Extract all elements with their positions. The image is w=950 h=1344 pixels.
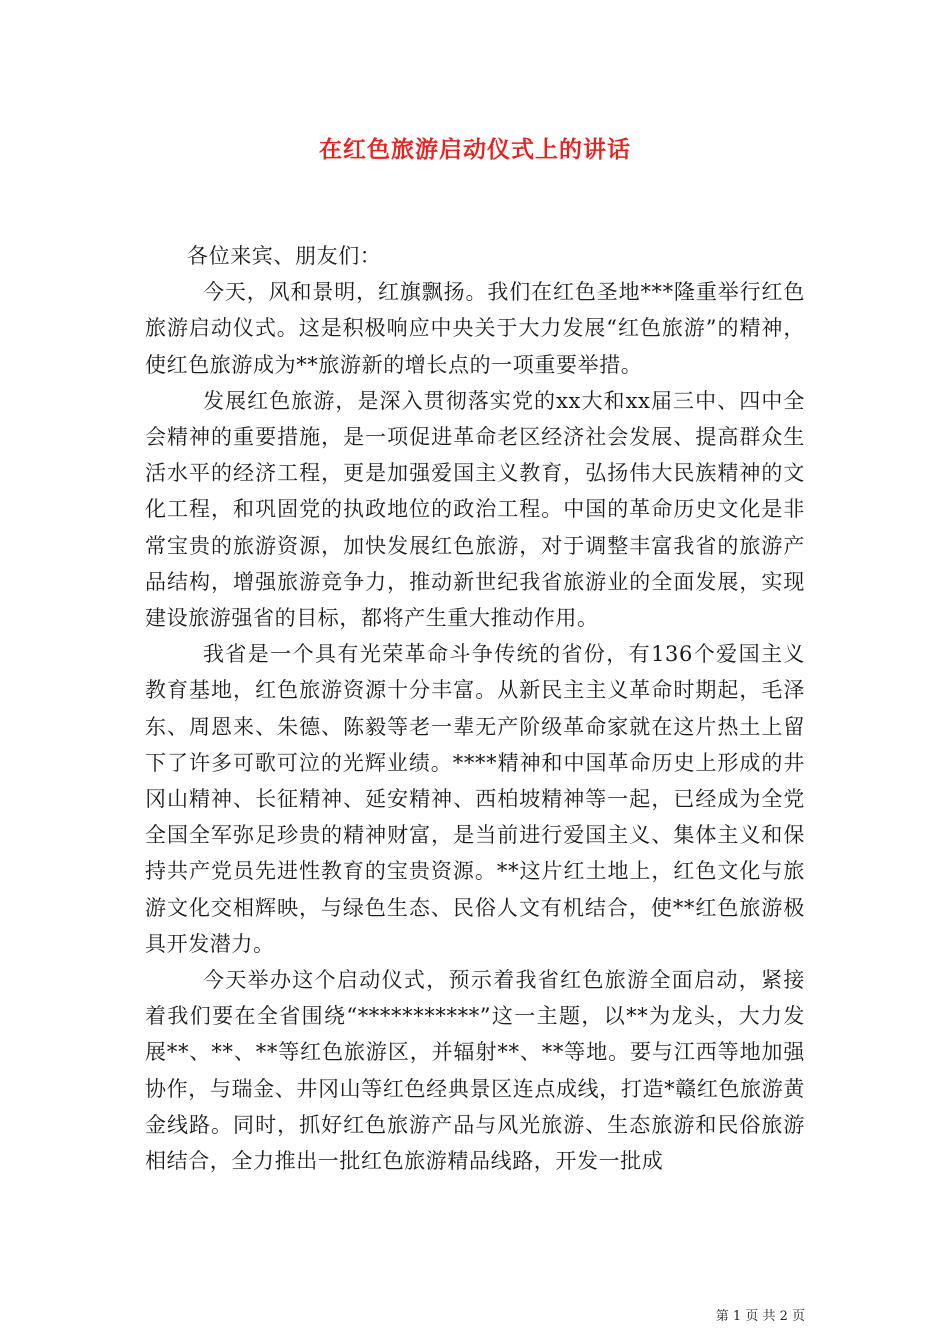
salutation: 各位来宾、朋友们： [187, 244, 382, 268]
document-title: 在红色旅游启动仪式上的讲话 [319, 137, 631, 163]
paragraph-1: 今天，风和景明，红旗飘扬。我们在红色圣地***隆重举行红色旅游启动仪式。这是积极响应中央关于大力发展“红色旅游”的精神，使红色旅游成为**旅游新的增长点的一项重要举措。 [145, 280, 805, 377]
paragraph-3: 我省是一个具有光荣革命斗争传统的省份，有136个爱国主义教育基地，红色旅游资源十分丰富。从新民主主义革命时期起，毛泽东、周恩来、朱德、陈毅等老一辈无产阶级革命家就在这片热土上留下了许多可歌可泣的光辉业绩。****精神和中国革命历史上形成的井冈山精神、长征精神、延安精神、西柏坡精神等一起，已经成为全党全国全军弥足珍贵的精神财富，是当前进行爱国主义、集体主义和保持共产党员先进性教育的宝贵资源。**这片红土地上，红色文化与旅游文化交相辉映，与绿色生态、民俗人文有机结合，使**红色旅游极具开发潜力。 [145, 642, 805, 956]
paragraph-4: 今天举办这个启动仪式，预示着我省红色旅游全面启动，紧接着我们要在全省围绕“***********”这一主题，以**为龙头，大力发展**、**、**等红色旅游区，并辐射**、**等地。要与江西等地加强协作，与瑞金、井冈山等红色经典景区连点成线，打造*赣红色旅游黄金线路。同时，抓好红色旅游产品与风光旅游、生态旅游和民俗旅游相结合，全力推出一批红色旅游精品线路，开发一批成 [145, 968, 805, 1174]
document-body [145, 238, 805, 1179]
paragraph-2: 发展红色旅游，是深入贯彻落实党的xx大和xx届三中、四中全会精神的重要措施，是一项促进革命老区经济社会发展、提高群众生活水平的经济工程，更是加强爱国主义教育，弘扬伟大民族精神的文化工程，和巩固党的执政地位的政治工程。中国的革命历史文化是非常宝贵的旅游资源，加快发展红色旅游，对于调整丰富我省的旅游产品结构，增强旅游竞争力，推动新世纪我省旅游业的全面发展，实现建设旅游强省的目标，都将产生重大推动作用。 [145, 388, 805, 631]
page-footer: 第 1 页 共 2 页 [715, 1309, 805, 1324]
